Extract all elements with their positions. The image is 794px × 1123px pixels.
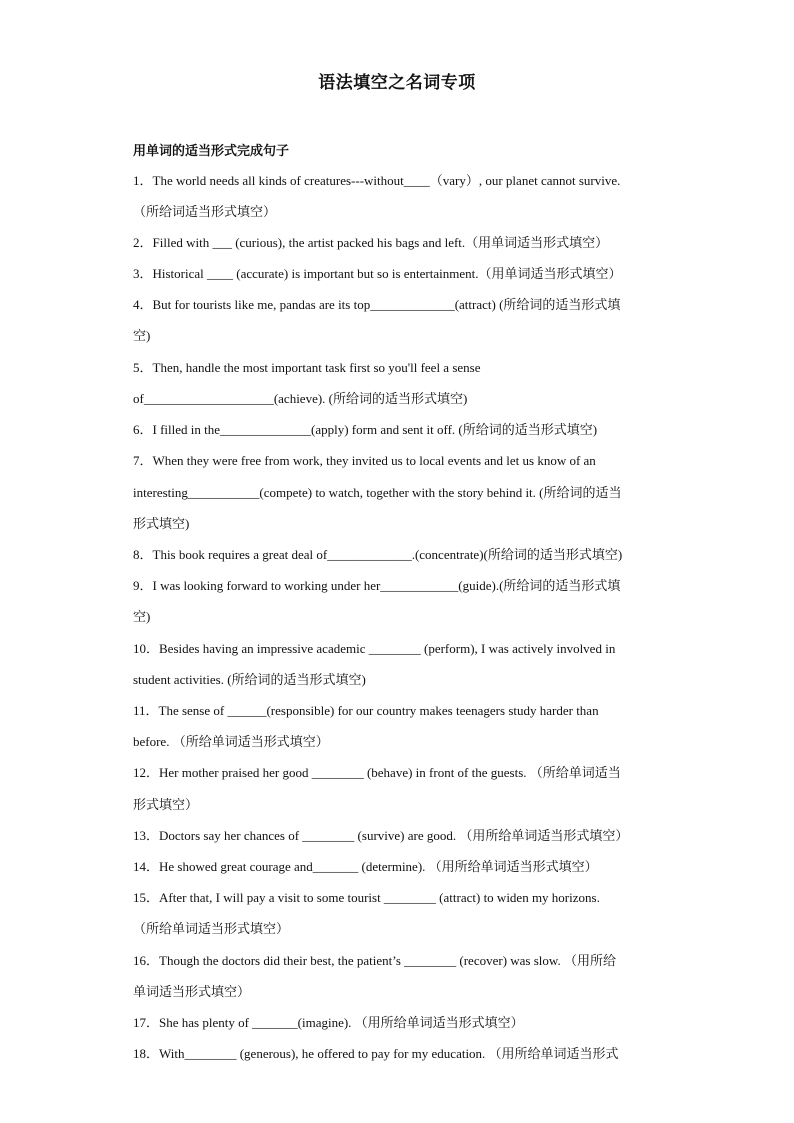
- text-line: interesting___________(compete) to watch, together with the story behind it. (所给词的适当: [133, 485, 622, 500]
- document-title: 语法填空之名词专项: [318, 73, 476, 93]
- text-line: （所给单词适当形式填空）: [133, 921, 290, 936]
- text-line: 9．I was looking forward to working under her____________(guide).(所给词的适当形式填: [133, 578, 621, 593]
- text-line: 7．When they were free from work, they invited us to local events and let us know of an: [133, 453, 596, 468]
- text-line: student activities. (所给词的适当形式填空): [133, 672, 366, 687]
- text-line: 11．The sense of ______(responsible) for our country makes teenagers study harder than: [133, 703, 599, 718]
- text-line: 1．The world needs all kinds of creatures---without____（vary）, our planet cannot survive.: [133, 173, 621, 188]
- text-line: （所给词适当形式填空）: [133, 204, 277, 219]
- text-line: 2．Filled with ___ (curious), the artist packed his bags and left.（用单词适当形式填空）: [133, 235, 609, 250]
- text-line: of____________________(achieve). (所给词的适当形式填空): [133, 391, 468, 406]
- text-line: 空): [133, 609, 151, 624]
- text-line: 18．With________ (generous), he offered to pay for my education. （用所给单词适当形式: [133, 1046, 619, 1061]
- text-line: 形式填空）: [133, 797, 199, 812]
- text-line: 形式填空): [133, 516, 190, 531]
- text-line: 3．Historical ____ (accurate) is important but so is entertainment.（用单词适当形式填空）: [133, 266, 622, 281]
- text-line: 10．Besides having an impressive academic ________ (perform), I was actively involved in: [133, 641, 616, 656]
- text-line: 6．I filled in the______________(apply) form and sent it off. (所给词的适当形式填空): [133, 422, 598, 437]
- section-heading: 用单词的适当形式完成句子: [133, 144, 290, 159]
- text-line: before. （所给单词适当形式填空）: [133, 734, 329, 749]
- text-line: 4．But for tourists like me, pandas are its top_____________(attract) (所给词的适当形式填: [133, 297, 621, 312]
- text-line: 5．Then, handle the most important task first so you'll feel a sense: [133, 360, 481, 375]
- text-line: 17．She has plenty of _______(imagine). （用所给单词适当形式填空）: [133, 1015, 524, 1030]
- text-line: 单词适当形式填空）: [133, 984, 251, 999]
- text-line: 14．He showed great courage and_______ (determine). （用所给单词适当形式填空）: [133, 859, 598, 874]
- text-line: 12．Her mother praised her good ________ (behave) in front of the guests. （所给单词适当: [133, 765, 621, 780]
- text-line: 空): [133, 328, 151, 343]
- text-line: 8．This book requires a great deal of_____________.(concentrate)(所给词的适当形式填空): [133, 547, 623, 562]
- text-line: 15．After that, I will pay a visit to some tourist ________ (attract) to widen my horizons.: [133, 890, 600, 905]
- text-line: 16．Though the doctors did their best, the patient’s ________ (recover) was slow. （用所给: [133, 953, 616, 968]
- text-line: 13．Doctors say her chances of ________ (survive) are good. （用所给单词适当形式填空）: [133, 828, 629, 843]
